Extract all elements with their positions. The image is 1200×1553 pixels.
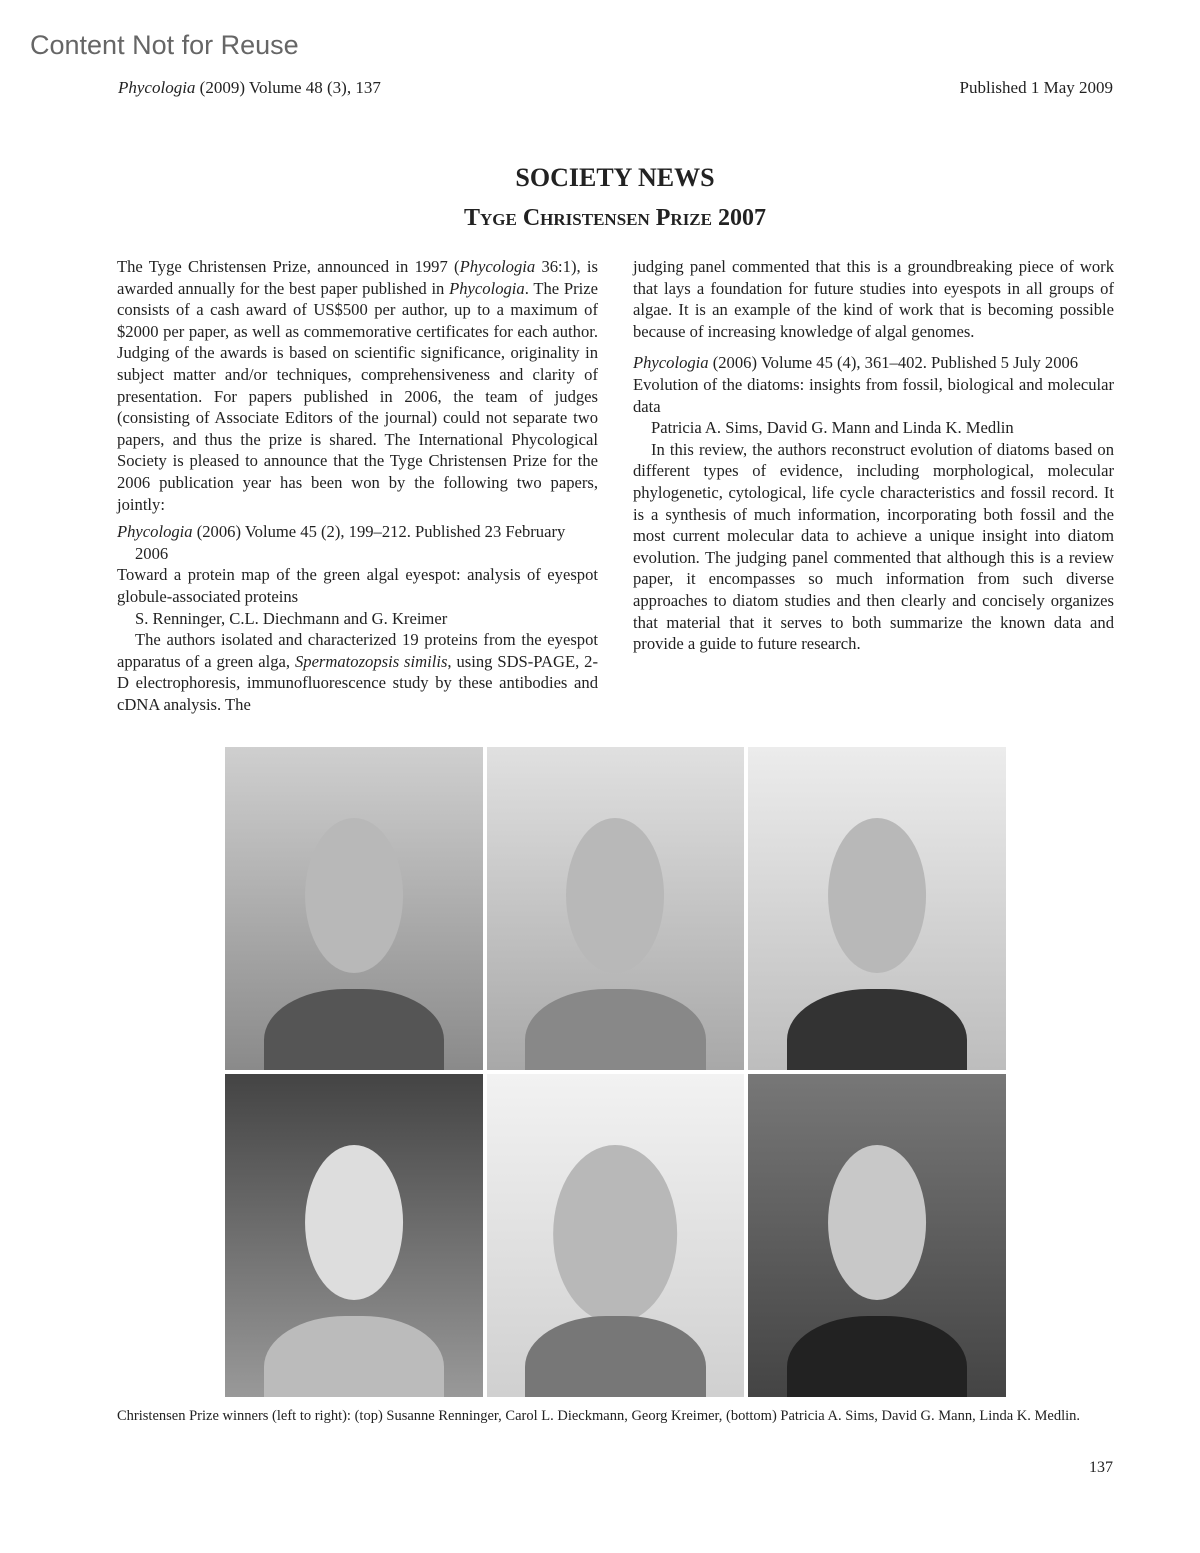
text: (2006) Volume 45 (4), 361–402. Published 5 July 2006: [708, 353, 1079, 373]
photo-caption: Christensen Prize winners (left to right): (top) Susanne Renninger, Carol L. Dieckmann, Georg Kreimer, (bottom) Patricia A. Sims, David G. Mann, Linda K. Medlin.: [117, 1408, 1081, 1424]
running-header-citation: [118, 78, 381, 98]
text: . The Prize consists of a cash award of US$500 per author, up to a maximum of $2000 per paper, as well as commemorative certificates for each author. Judging of the awards is based on scientific significance, originality in subject matter and/or techniques, comprehensiveness and clarity of presentation. For papers published in 2006, the team of judges (consisting of Associate Editors of the journal) could not separate two papers, and thus the prize is shared. The International Phycological Society is pleased to announce that the Tyge Christensen Prize for the 2006 publication year has been won by the following two papers, jointly:: [117, 278, 598, 514]
journal-name: Phycologia: [118, 78, 196, 97]
species-name: Spermatozopsis similis: [294, 651, 448, 671]
published-date: Published 1 May 2009: [959, 78, 1113, 97]
paper1-summary-continued: judging panel commented that this is a groundbreaking piece of work that lays a foundation for future studies into eyespots in all groups of algae. It is an example of the kind of work that is becoming possible because of increasing knowledge of algal genomes.: [633, 257, 1114, 341]
paper1-summary: [117, 629, 598, 715]
winners-photo-grid: [225, 747, 1006, 1397]
text: , using SDS-PAGE, 2-D electrophoresis, immunofluorescence study by these antibodies and cDNA analysis. The: [117, 651, 598, 714]
page-title: SOCIETY NEWS: [515, 163, 715, 192]
journal-name: Phycologia: [117, 522, 193, 542]
paper1-citation: [117, 521, 598, 564]
paper2-authors: Patricia A. Sims, David G. Mann and Linda K. Medlin: [651, 418, 1014, 438]
text: The Tyge Christensen Prize, announced in 1997 (: [117, 257, 460, 276]
left-column: [117, 256, 598, 715]
paper2-citation: [633, 352, 1114, 374]
text: (2006) Volume 45 (2), 199–212. Published 23 February 2006: [135, 522, 566, 563]
paper2-title: Evolution of the diatoms: insights from fossil, biological and molecular data: [633, 374, 1114, 416]
photo-carol-dieckmann: [487, 747, 745, 1070]
photo-patricia-sims: [225, 1074, 483, 1397]
page-subtitle: Tyge Christensen Prize 2007: [463, 205, 766, 231]
right-column: [633, 256, 1114, 655]
paper1-authors: S. Renninger, C.L. Diechmann and G. Kreimer: [135, 608, 448, 628]
photo-david-mann: [487, 1074, 745, 1397]
citation-text: (2009) Volume 48 (3), 137: [195, 78, 381, 97]
journal-name: Phycologia: [449, 278, 525, 298]
journal-name: Phycologia: [459, 257, 536, 276]
photo-linda-medlin: [748, 1074, 1006, 1397]
page-number: 137: [1089, 1459, 1113, 1476]
journal-name: Phycologia: [633, 353, 709, 373]
intro-paragraph: [117, 256, 598, 515]
photo-susanne-renninger: [225, 747, 483, 1070]
watermark: Content Not for Reuse: [30, 30, 299, 60]
paper1-title: Toward a protein map of the green algal eyespot: analysis of eyespot globule-associated proteins: [117, 565, 598, 606]
text: 36:1), is awarded annually for the best paper published in: [117, 257, 598, 298]
photo-georg-kreimer: [748, 747, 1006, 1070]
paper2-summary: In this review, the authors reconstruct evolution of diatoms based on different types of evidence, including morphological, molecular phylogenetic, cytological, life cycle characteristics and fossil record. It is a synthesis of much information, incorporating both fossil and the most current molecular data to achieve a unique insight into diatom evolution. The judging panel commented that although this is a review paper, it encompasses so much information from such diverse approaches to diatom studies and then clearly and concisely organizes that material that it serves to both summarize the known data and provide a guide to future research.: [633, 439, 1114, 654]
text: The authors isolated and characterized 19 proteins from the eyespot apparatus of a green alga,: [117, 630, 598, 671]
